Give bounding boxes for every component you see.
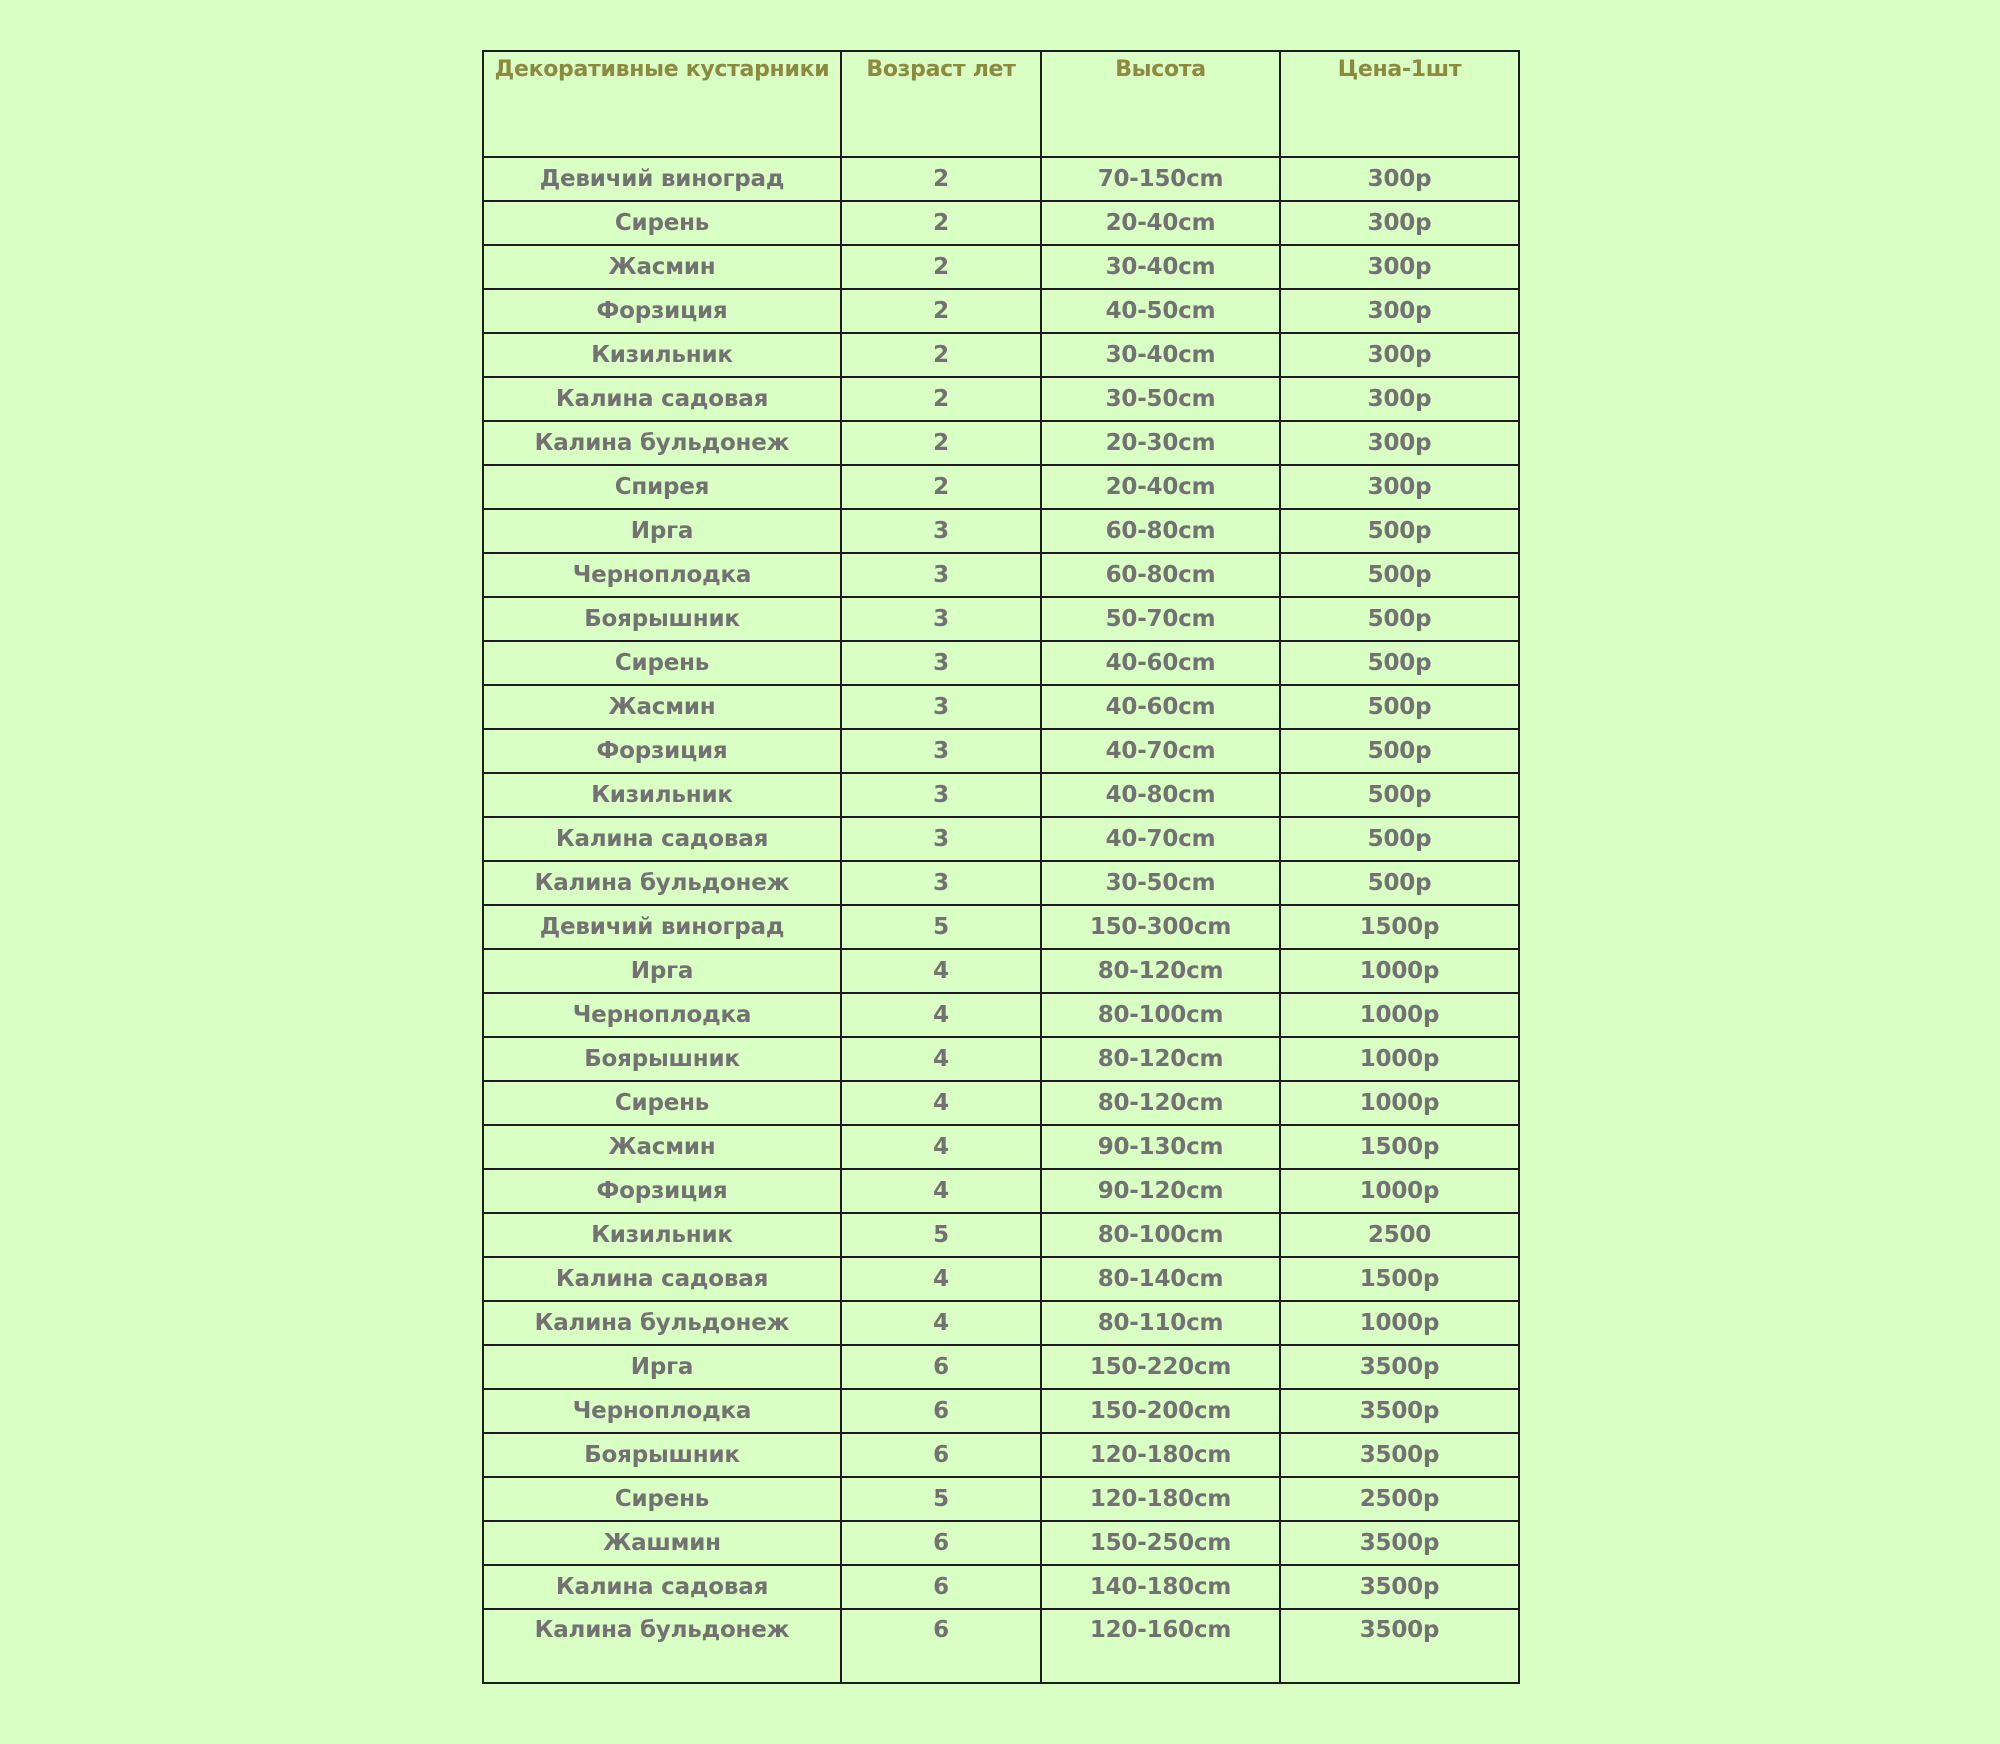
- cell-age: 5: [841, 905, 1041, 949]
- cell-height: 40-60cm: [1041, 685, 1280, 729]
- cell-price: 500р: [1280, 685, 1519, 729]
- cell-price: 1500р: [1280, 1125, 1519, 1169]
- cell-height: 40-50cm: [1041, 289, 1280, 333]
- cell-height: 120-160cm: [1041, 1609, 1280, 1683]
- cell-age: 5: [841, 1477, 1041, 1521]
- table-row: [483, 1521, 1519, 1565]
- cell-age: 4: [841, 1037, 1041, 1081]
- header-age: Возраст лет: [841, 51, 1041, 157]
- cell-price: 500р: [1280, 773, 1519, 817]
- header-shrubs: Декоративные кустарники: [483, 51, 841, 157]
- cell-age: 2: [841, 333, 1041, 377]
- cell-price: 300р: [1280, 465, 1519, 509]
- table-row: [483, 773, 1519, 817]
- cell-height: 80-120cm: [1041, 949, 1280, 993]
- cell-plant-name: Жашмин: [483, 1521, 841, 1565]
- cell-plant-name: Жасмин: [483, 245, 841, 289]
- cell-plant-name: Черноплодка: [483, 1389, 841, 1433]
- table-row: [483, 1125, 1519, 1169]
- cell-plant-name: Сирень: [483, 641, 841, 685]
- cell-height: 30-50cm: [1041, 377, 1280, 421]
- cell-height: 20-40cm: [1041, 465, 1280, 509]
- cell-age: 3: [841, 641, 1041, 685]
- table-row: [483, 201, 1519, 245]
- cell-height: 120-180cm: [1041, 1433, 1280, 1477]
- cell-age: 6: [841, 1609, 1041, 1683]
- cell-age: 3: [841, 509, 1041, 553]
- cell-age: 3: [841, 729, 1041, 773]
- table-row: [483, 817, 1519, 861]
- cell-plant-name: Калина садовая: [483, 1257, 841, 1301]
- cell-price: 500р: [1280, 729, 1519, 773]
- cell-height: 80-100cm: [1041, 1213, 1280, 1257]
- cell-height: 40-70cm: [1041, 729, 1280, 773]
- table-row: [483, 1345, 1519, 1389]
- cell-price: 300р: [1280, 245, 1519, 289]
- cell-plant-name: Черноплодка: [483, 553, 841, 597]
- cell-plant-name: Девичий виноград: [483, 905, 841, 949]
- table-row: [483, 465, 1519, 509]
- header-height: Высота: [1041, 51, 1280, 157]
- cell-price: 1000р: [1280, 1081, 1519, 1125]
- table-row: [483, 1389, 1519, 1433]
- cell-height: 40-70cm: [1041, 817, 1280, 861]
- cell-age: 2: [841, 245, 1041, 289]
- cell-price: 300р: [1280, 201, 1519, 245]
- cell-height: 30-40cm: [1041, 245, 1280, 289]
- cell-price: 1000р: [1280, 1169, 1519, 1213]
- cell-price: 500р: [1280, 597, 1519, 641]
- cell-height: 40-80cm: [1041, 773, 1280, 817]
- cell-plant-name: Форзиция: [483, 1169, 841, 1213]
- table-row: [483, 597, 1519, 641]
- cell-age: 2: [841, 201, 1041, 245]
- table-body: [483, 157, 1519, 1683]
- cell-price: 3500р: [1280, 1345, 1519, 1389]
- cell-plant-name: Ирга: [483, 1345, 841, 1389]
- cell-age: 4: [841, 1081, 1041, 1125]
- cell-plant-name: Ирга: [483, 949, 841, 993]
- cell-plant-name: Форзиция: [483, 289, 841, 333]
- cell-price: 1000р: [1280, 993, 1519, 1037]
- table-row: [483, 905, 1519, 949]
- cell-height: 30-50cm: [1041, 861, 1280, 905]
- cell-price: 2500р: [1280, 1477, 1519, 1521]
- cell-plant-name: Боярышник: [483, 597, 841, 641]
- cell-plant-name: Калина садовая: [483, 817, 841, 861]
- cell-price: 300р: [1280, 421, 1519, 465]
- cell-price: 300р: [1280, 289, 1519, 333]
- cell-plant-name: Кизильник: [483, 1213, 841, 1257]
- cell-age: 6: [841, 1521, 1041, 1565]
- cell-age: 3: [841, 553, 1041, 597]
- cell-age: 4: [841, 1125, 1041, 1169]
- cell-plant-name: Черноплодка: [483, 993, 841, 1037]
- cell-price: 1500р: [1280, 905, 1519, 949]
- cell-age: 2: [841, 421, 1041, 465]
- table-row: [483, 685, 1519, 729]
- cell-price: 1000р: [1280, 1037, 1519, 1081]
- table-row: [483, 1257, 1519, 1301]
- table-row: [483, 1609, 1519, 1683]
- cell-height: 20-30cm: [1041, 421, 1280, 465]
- cell-price: 3500р: [1280, 1521, 1519, 1565]
- cell-age: 4: [841, 1301, 1041, 1345]
- cell-plant-name: Калина бульдонеж: [483, 421, 841, 465]
- table-row: [483, 245, 1519, 289]
- cell-plant-name: Боярышник: [483, 1433, 841, 1477]
- table-row: [483, 289, 1519, 333]
- cell-plant-name: Калина бульдонеж: [483, 1301, 841, 1345]
- cell-age: 3: [841, 861, 1041, 905]
- cell-price: 2500: [1280, 1213, 1519, 1257]
- cell-age: 2: [841, 157, 1041, 201]
- table-row: [483, 1037, 1519, 1081]
- cell-age: 2: [841, 289, 1041, 333]
- cell-height: 80-120cm: [1041, 1081, 1280, 1125]
- cell-age: 5: [841, 1213, 1041, 1257]
- cell-price: 3500р: [1280, 1433, 1519, 1477]
- cell-height: 90-120cm: [1041, 1169, 1280, 1213]
- table-row: [483, 641, 1519, 685]
- cell-height: 80-110cm: [1041, 1301, 1280, 1345]
- table-row: [483, 993, 1519, 1037]
- table-row: [483, 1565, 1519, 1609]
- cell-age: 6: [841, 1433, 1041, 1477]
- cell-plant-name: Девичий виноград: [483, 157, 841, 201]
- cell-height: 120-180cm: [1041, 1477, 1280, 1521]
- table-row: [483, 1301, 1519, 1345]
- table-row: [483, 1433, 1519, 1477]
- cell-price: 1000р: [1280, 949, 1519, 993]
- cell-age: 4: [841, 1169, 1041, 1213]
- cell-plant-name: Ирга: [483, 509, 841, 553]
- cell-plant-name: Форзиция: [483, 729, 841, 773]
- cell-price: 1000р: [1280, 1301, 1519, 1345]
- cell-age: 6: [841, 1565, 1041, 1609]
- cell-price: 500р: [1280, 641, 1519, 685]
- cell-age: 3: [841, 685, 1041, 729]
- cell-price: 300р: [1280, 377, 1519, 421]
- cell-height: 60-80cm: [1041, 553, 1280, 597]
- cell-height: 150-250cm: [1041, 1521, 1280, 1565]
- cell-height: 150-300cm: [1041, 905, 1280, 949]
- cell-price: 500р: [1280, 861, 1519, 905]
- cell-plant-name: Сирень: [483, 201, 841, 245]
- cell-plant-name: Боярышник: [483, 1037, 841, 1081]
- cell-price: 300р: [1280, 157, 1519, 201]
- table-row: [483, 377, 1519, 421]
- cell-price: 1500р: [1280, 1257, 1519, 1301]
- cell-age: 2: [841, 465, 1041, 509]
- cell-age: 3: [841, 773, 1041, 817]
- table-row: [483, 861, 1519, 905]
- cell-height: 80-140cm: [1041, 1257, 1280, 1301]
- cell-plant-name: Сирень: [483, 1081, 841, 1125]
- header-row: [483, 51, 1519, 157]
- cell-height: 150-220cm: [1041, 1345, 1280, 1389]
- table-row: [483, 553, 1519, 597]
- cell-price: 500р: [1280, 553, 1519, 597]
- cell-plant-name: Калина садовая: [483, 1565, 841, 1609]
- cell-age: 4: [841, 949, 1041, 993]
- table-row: [483, 1081, 1519, 1125]
- cell-plant-name: Сирень: [483, 1477, 841, 1521]
- cell-age: 2: [841, 377, 1041, 421]
- cell-height: 80-120cm: [1041, 1037, 1280, 1081]
- cell-height: 20-40cm: [1041, 201, 1280, 245]
- cell-height: 90-130cm: [1041, 1125, 1280, 1169]
- table-row: [483, 157, 1519, 201]
- cell-height: 60-80cm: [1041, 509, 1280, 553]
- table-row: [483, 1169, 1519, 1213]
- cell-height: 50-70cm: [1041, 597, 1280, 641]
- cell-age: 3: [841, 597, 1041, 641]
- cell-age: 4: [841, 1257, 1041, 1301]
- cell-height: 140-180cm: [1041, 1565, 1280, 1609]
- cell-height: 70-150cm: [1041, 157, 1280, 201]
- cell-price: 3500р: [1280, 1389, 1519, 1433]
- cell-plant-name: Спирея: [483, 465, 841, 509]
- cell-height: 30-40cm: [1041, 333, 1280, 377]
- cell-plant-name: Калина садовая: [483, 377, 841, 421]
- cell-age: 3: [841, 817, 1041, 861]
- table-row: [483, 509, 1519, 553]
- cell-height: 80-100cm: [1041, 993, 1280, 1037]
- table-row: [483, 1213, 1519, 1257]
- cell-price: 3500р: [1280, 1565, 1519, 1609]
- table-row: [483, 949, 1519, 993]
- cell-age: 6: [841, 1345, 1041, 1389]
- cell-plant-name: Кизильник: [483, 333, 841, 377]
- cell-price: 500р: [1280, 509, 1519, 553]
- table-row: [483, 1477, 1519, 1521]
- cell-height: 40-60cm: [1041, 641, 1280, 685]
- price-table: [482, 50, 1520, 1684]
- header-price: Цена-1шт: [1280, 51, 1519, 157]
- cell-price: 3500р: [1280, 1609, 1519, 1683]
- cell-price: 300р: [1280, 333, 1519, 377]
- table-row: [483, 421, 1519, 465]
- cell-plant-name: Жасмин: [483, 1125, 841, 1169]
- cell-height: 150-200cm: [1041, 1389, 1280, 1433]
- table-row: [483, 333, 1519, 377]
- cell-plant-name: Калина бульдонеж: [483, 861, 841, 905]
- cell-plant-name: Калина бульдонеж: [483, 1609, 841, 1683]
- cell-plant-name: Жасмин: [483, 685, 841, 729]
- table-row: [483, 729, 1519, 773]
- cell-age: 4: [841, 993, 1041, 1037]
- cell-age: 6: [841, 1389, 1041, 1433]
- cell-plant-name: Кизильник: [483, 773, 841, 817]
- cell-price: 500р: [1280, 817, 1519, 861]
